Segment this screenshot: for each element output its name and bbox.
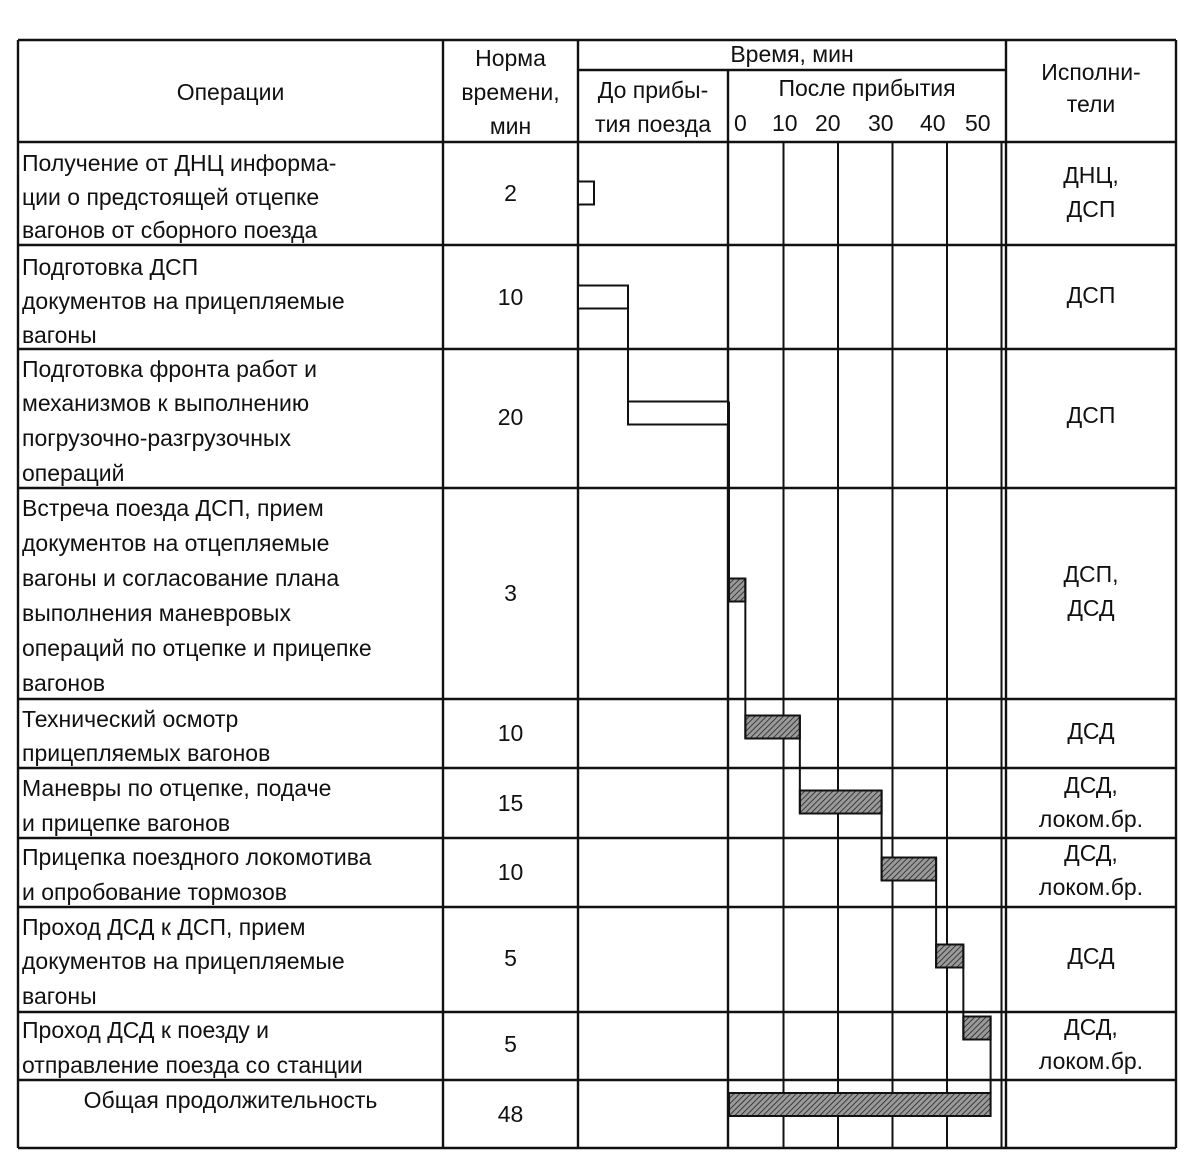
gantt-bar-6 bbox=[800, 791, 882, 814]
header-operations: Операции bbox=[176, 79, 285, 105]
row-6-operation-line2: и прицепке вагонов bbox=[22, 810, 231, 836]
row-3-operation-line1: Подготовка фронта работ и bbox=[22, 356, 317, 382]
row-2-executor-line1: ДСП bbox=[1066, 282, 1116, 308]
row-6-executor-line2: локом.бр. bbox=[1038, 806, 1144, 832]
gantt-bar-7 bbox=[882, 858, 937, 881]
row-5-operation-line1: Технический осмотр bbox=[22, 706, 239, 732]
row-2-operation-line1: Подготовка ДСП bbox=[22, 254, 199, 280]
gantt-bar-3 bbox=[628, 402, 728, 425]
row-9-executor-line1: ДСД, bbox=[1064, 1014, 1118, 1040]
row-7-norm: 10 bbox=[497, 859, 524, 885]
row-5-operation-line2: прицепляемых вагонов bbox=[22, 740, 271, 766]
gantt-bar-1 bbox=[578, 182, 594, 205]
header-norm-line3: мин bbox=[489, 113, 532, 139]
header-norm-line1: Норма bbox=[475, 45, 546, 71]
row-1-executor-line1: ДНЦ, bbox=[1063, 162, 1119, 188]
row-3-operation-line3: погрузочно-разгрузочных bbox=[22, 425, 291, 451]
row-4-executor-line1: ДСП, bbox=[1063, 561, 1119, 587]
row-3-norm: 20 bbox=[497, 404, 524, 430]
gantt-bar-9 bbox=[963, 1017, 990, 1040]
total-label: Общая продолжительность bbox=[83, 1087, 378, 1113]
row-1-executor-line2: ДСП bbox=[1066, 196, 1116, 222]
tick-20: 20 bbox=[815, 110, 841, 136]
row-2-operation-line3: вагоны bbox=[22, 322, 97, 348]
row-1-norm: 2 bbox=[504, 180, 517, 206]
row-1-operation-line1: Получение от ДНЦ информа- bbox=[22, 150, 337, 176]
gantt-bar-total bbox=[729, 1093, 991, 1116]
row-7-operation-line1: Прицепка поездного локомотива bbox=[22, 844, 372, 870]
row-5-norm: 10 bbox=[497, 720, 524, 746]
row-4-operation-line2: документов на отцепляемые bbox=[22, 530, 330, 556]
row-8-executor-line1: ДСД bbox=[1067, 943, 1115, 969]
row-4-operation-line3: вагоны и согласование плана bbox=[22, 565, 340, 591]
row-4-operation-line4: выполнения маневровых bbox=[22, 600, 291, 626]
header-before-line2: тия поезда bbox=[594, 111, 711, 137]
row-7-executor-line2: локом.бр. bbox=[1038, 874, 1144, 900]
row-4-norm: 3 bbox=[504, 580, 517, 606]
row-8-operation-line3: вагоны bbox=[22, 983, 97, 1009]
total-norm: 48 bbox=[497, 1101, 524, 1127]
row-4-executor-line2: ДСД bbox=[1067, 595, 1115, 621]
gantt-bar-8 bbox=[936, 945, 963, 968]
gantt-bar-2 bbox=[578, 286, 628, 309]
tick-10: 10 bbox=[772, 110, 798, 136]
row-2-operation-line2: документов на прицепляемые bbox=[22, 288, 345, 314]
row-9-operation-line2: отправление поезда со станции bbox=[22, 1052, 363, 1078]
row-9-executor-line2: локом.бр. bbox=[1038, 1048, 1144, 1074]
row-5-executor-line1: ДСД bbox=[1067, 718, 1115, 744]
header-norm-line2: времени, bbox=[461, 79, 560, 105]
header-executors-line1: Исполни- bbox=[1041, 59, 1141, 85]
row-7-operation-line2: и опробование тормозов bbox=[22, 879, 288, 905]
row-4-operation-line1: Встреча поезда ДСП, прием bbox=[22, 495, 324, 521]
gantt-bar-5 bbox=[745, 716, 800, 739]
row-8-operation-line2: документов на прицепляемые bbox=[22, 948, 345, 974]
row-4-operation-line5: операций по отцепке и прицепке bbox=[22, 635, 372, 661]
row-6-norm: 15 bbox=[497, 790, 524, 816]
tick-50: 50 bbox=[965, 110, 991, 136]
row-1-operation-line2: ции о предстоящей отцепке bbox=[22, 184, 320, 210]
header-time: Время, мин bbox=[730, 41, 854, 67]
row-6-executor-line1: ДСД, bbox=[1064, 772, 1118, 798]
row-2-norm: 10 bbox=[497, 284, 524, 310]
tick-0: 0 bbox=[734, 110, 747, 136]
row-9-operation-line1: Проход ДСД к поезду и bbox=[22, 1017, 270, 1043]
row-3-operation-line2: механизмов к выполнению bbox=[22, 390, 310, 416]
header-before-line1: До прибы- bbox=[597, 77, 709, 103]
tick-30: 30 bbox=[868, 110, 894, 136]
header-after: После прибытия bbox=[778, 75, 956, 101]
row-6-operation-line1: Маневры по отцепке, подаче bbox=[22, 775, 332, 801]
row-4-operation-line6: вагонов bbox=[22, 670, 106, 696]
row-1-operation-line3: вагонов от сборного поезда bbox=[22, 217, 318, 243]
row-9-norm: 5 bbox=[504, 1031, 517, 1057]
gantt-bar-4 bbox=[729, 579, 745, 602]
row-3-executor-line1: ДСП bbox=[1066, 402, 1116, 428]
row-8-norm: 5 bbox=[504, 945, 517, 971]
row-8-operation-line1: Проход ДСД к ДСП, прием bbox=[22, 914, 306, 940]
row-3-operation-line4: операций bbox=[22, 460, 125, 486]
header-executors-line2: тели bbox=[1066, 91, 1116, 117]
row-7-executor-line1: ДСД, bbox=[1064, 840, 1118, 866]
tick-40: 40 bbox=[920, 110, 946, 136]
